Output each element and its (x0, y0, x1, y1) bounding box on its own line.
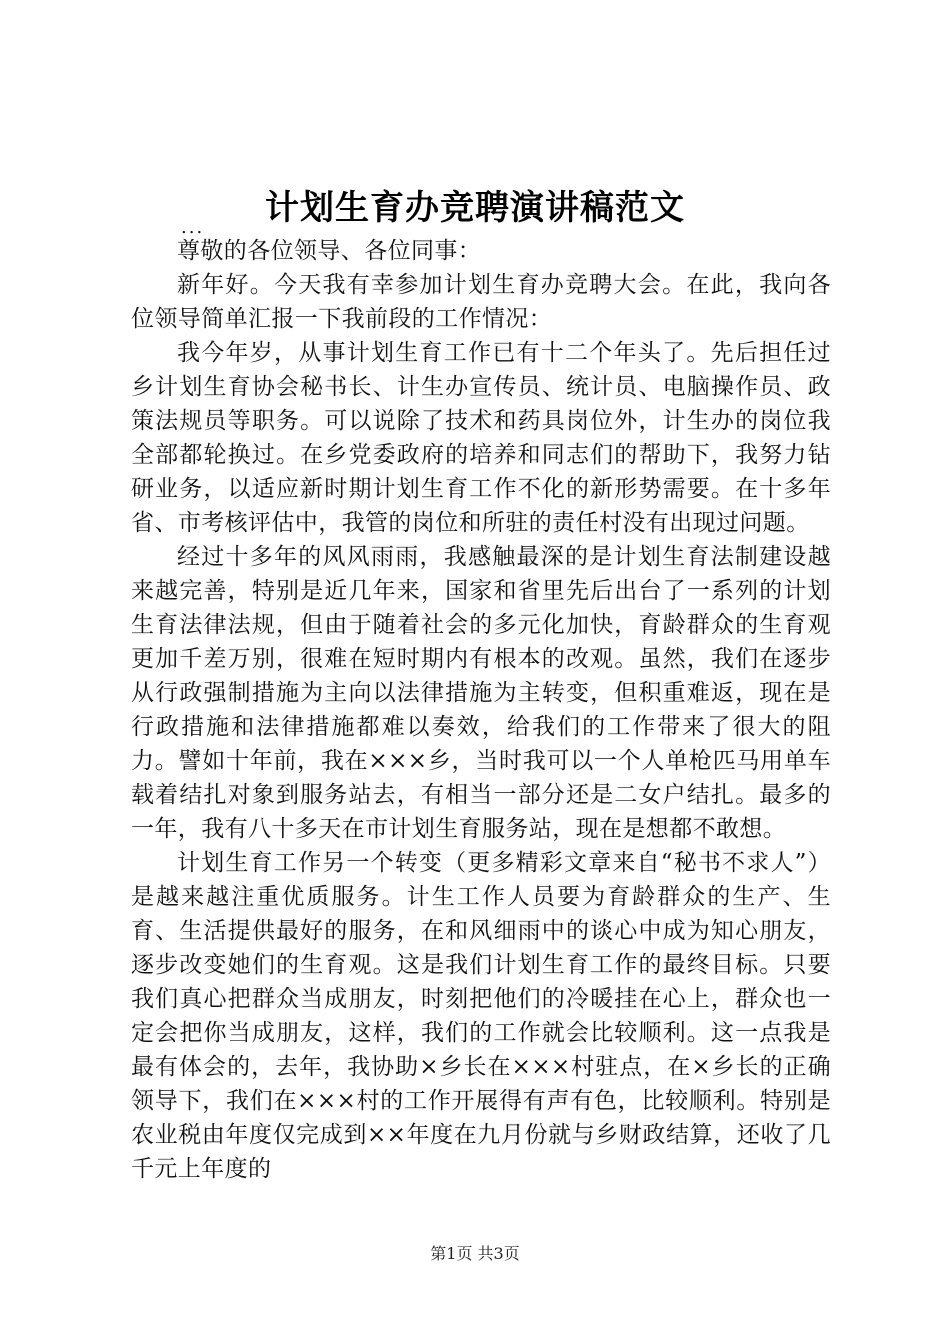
body-paragraph: 计划生育工作另一个转变（更多精彩文章来自“秘书不求人”）是越来越注重优质服务。计生工作人员要为育龄群众的生产、生育、生活提供最好的服务，在和风细雨中的谈心中成为知心朋友，逐步改变她们的生育观。这是我们计划生育工作的最终目标。只要我们真心把群众当成朋友，时刻把他们的冷暖挂在心上，群众也一定会把你当成朋友，这样，我们的工作就会比较顺利。这一点我是最有体会的，去年，我协助×乡长在×××村驻点，在×乡长的正确领导下，我们在×××村的工作开展得有声有色，比较顺利。特别是农业税由年度仅完成到××年度在九月份就与乡财政结算，还收了几千元上年度的 (131, 850, 831, 1182)
body-paragraph: 我今年岁，从事计划生育工作已有十二个年头了。先后担任过乡计划生育协会秘书长、计生办宣传员、统计员、电脑操作员、政策法规员等职务。可以说除了技术和药具岗位外，计生办的岗位我全部都轮换过。在乡党委政府的培养和同志们的帮助下，我努力钻研业务，以适应新时期计划生育工作不化的新形势需要。在十多年省、市考核评估中，我管的岗位和所驻的责任村没有出现过问题。 (131, 340, 831, 536)
body-paragraph: 新年好。今天我有幸参加计划生育办竞聘大会。在此，我向各位领导简单汇报一下我前段的工作情况： (131, 272, 831, 332)
document-title: 计划生育办竞聘演讲稿范文 (265, 188, 685, 228)
body-paragraph: 经过十多年的风风雨雨，我感触最深的是计划生育法制建设越来越完善，特别是近几年来，国家和省里先后出台了一系列的计划生育法律法规，但由于随着社会的多元化加快，育龄群众的生育观更加千差万别，很难在短时期内有根本的改观。虽然，我们在逐步从行政强制措施为主向以法律措施为主转变，但积重难返，现在是行政措施和法律措施都难以奏效，给我们的工作带来了很大的阻力。譬如十年前，我在×××乡，当时我可以一个人单枪匹马用单车载着结扎对象到服务站去，有相当一部分还是二女户结扎。最多的一年，我有八十多天在市计划生育服务站，现在是想都不敢想。 (131, 544, 831, 842)
document-body (131, 234, 831, 1186)
salutation-paragraph: 尊敬的各位领导、各位同事： (177, 238, 482, 264)
page-footer: 第1页 共3页 (430, 1244, 520, 1263)
ellipsis-mark: ... (181, 217, 205, 238)
